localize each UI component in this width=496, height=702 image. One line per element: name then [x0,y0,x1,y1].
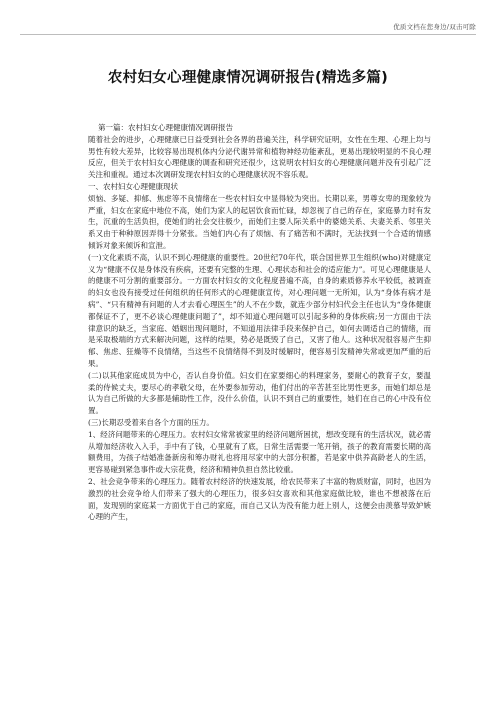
header-divider [20,34,476,35]
document-body [88,122,431,523]
body-paragraph: (三)长期忍受着来自各个方面的压力。 [88,417,214,427]
document-title: 农村妇女心理健康情况调研报告(精选多篇) [107,70,389,86]
body-paragraph: 随着社会的进步，心理健康已日益受到社会各界的普遍关注，科学研究证明，女性在生理、心理上均与男性有较大差异，比较容易出现机体内分泌代谢异常和植物神经功能紊乱，更易出现较明显的不良心理反应，但关于农村妇女心理健康的调查和研究还很少，这说明农村妇女的心理健康问题并没有引起广泛关注和重视。通过本次调研发现农村妇女的心理健康状况不容乐观。 [88,134,431,180]
body-paragraph: 1、经济问题带来的心理压力。农村妇女常常被家里的经济问题所困扰，想改变现有的生活状况，就必需从增加经济收入入手，手中有了钱，心里就有了底，日常生活需要一笔开销，孩子的教育需要长期的高额费用，为孩子结婚准备新房和筹办财礼也将用尽家中的大部分积蓄，若是家中供养高龄老人的生活，更容易碰到紧急事件或大宗花费，经济和精神负担自然比较重。 [88,429,431,475]
section-heading: 第一篇：农村妇女心理健康情况调研报告 [98,123,233,132]
body-paragraph: (二)以其他家庭成员为中心，否认自身价值。妇女们在家要细心的料理家务，要耐心的教育子女，要温柔的侍候丈夫，要尽心的孝敬父母，在外要参加劳动，他们付出的辛苦甚至比男性更多，而她们却总是认为自己所做的大多都是辅助性工作，没什么价值，认识不到自己的重要性，她们在自己的心中没有位置。 [88,370,431,416]
section-heading: 一、农村妇女心理健康现状 [88,181,178,191]
header-note: 优质文档在您身边/双击可除 [393,23,476,31]
body-paragraph: (一)文化素质不高，认识不到心理健康的重要性。20世纪70年代，联合国世界卫生组织(who)对健康定义为“健康不仅是身体没有疾病，还要有完整的生理、心理状态和社会的适应能力”。可见心理健康是人的健康不可分割的重要部分。一方面农村妇女的文化程度普遍不高，自身的素质修养水平较低，被调查的妇女也没有接受过任何组织的任何形式的心理健康宣传，对心理问题一无所知，认为“身体有病才是病”、“只有精神有问题的人才去看心理医生”的人不在少数，就连少部分村妇代会主任也认为“身体健康都保证不了，更不必谈心理健康问题了”，却不知道心理问题可以引起多种的身体疾病;另一方面由于法律意识的缺乏，当家庭、婚姻出现问题时，不知道用法律手段来保护自己，如何去调适自己的情绪，而是采取极端的方式来解决问题，这样的结果，势必是既毁了自己，又害了他人。这种状况很容易产生抑郁、焦虑、狂燥等不良情绪，当这些不良情绪得不到及时缓解时，便容易引发精神失常或更加严重的后果。 [88,252,431,368]
body-paragraph: 烦恼、多疑、抑郁、焦虑等不良情绪在一些农村妇女中显得较为突出。长期以来，男尊女卑的现象较为严重，妇女在家庭中地位不高，她们为家人的起居饮食而忙碌，却忽视了自己的存在，家庭暴力时有发生，沉重的生活负担，使她们的社会交往极少，而她们主要人际关系中的婆媳关系、夫妻关系、邻里关系又由于种种原因弄得十分紧张。当她们内心有了烦恼、有了痛苦和不满时，无法找到一个合适的情感倾诉对象来倾诉和宣泄。 [88,193,431,250]
body-paragraph: 2、社会竞争带来的心理压力。随着农村经济的快速发展，给农民带来了丰富的物质财富，同时，也因为激烈的社会竞争给人们带来了强大的心理压力，很多妇女喜欢和其他家庭做比较，谁也不想被落在后面，发现别的家庭某一方面优于自己的家庭，而自己又认为没有能力赶上别人，这便会由羡慕导致妒嫉心理的产生， [88,476,431,522]
